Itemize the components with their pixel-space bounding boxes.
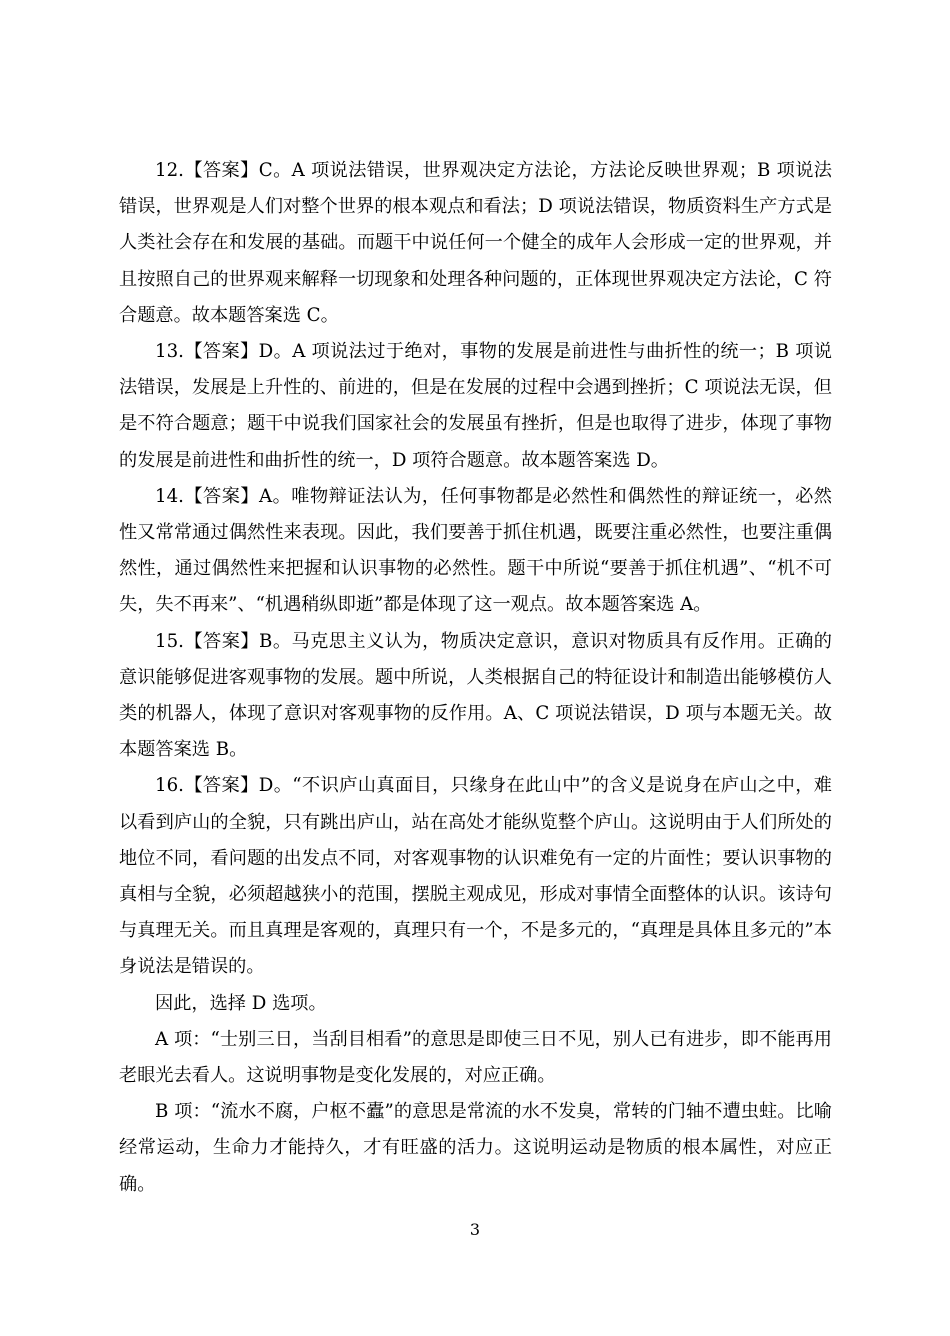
answer-14-paragraph: 14.【答案】A。唯物辩证法认为，任何事物都是必然性和偶然性的辩证统一，必然性又常常通过偶然性来表现。因此，我们要善于抓住机遇，既要注重必然性，也要注重偶然性，通过偶然性来把握和认识事物的必然性。题干中所说“要善于抓住机遇”、“机不可失，失不再来”、“机遇稍纵即逝”都是体现了这一观点。故本题答案选 A。 (119, 485, 832, 616)
page-number: 3 (469, 1220, 481, 1239)
option-b-analysis: B 项：“流水不腐，户枢不蠹”的意思是常流的水不发臭，常转的门轴不遭虫蛀。比喻经常运动，生命力才能持久，才有旺盛的活力。这说明运动是物质的根本属性，对应正确。 (119, 1101, 832, 1195)
answer-explanations (119, 153, 832, 1203)
answer-16-paragraph: 16.【答案】D。“不识庐山真面目，只缘身在此山中”的含义是说身在庐山之中，难以看到庐山的全貌，只有跳出庐山，站在高处才能纵览整个庐山。这说明由于人们所处的地位不同，看问题的出发点不同，对客观事物的认识难免有一定的片面性；要认识事物的真相与全貌，必须超越狭小的范围，摆脱主观成见，形成对事情全面整体的认识。该诗句与真理无关。而且真理是客观的，真理只有一个，不是多元的，“真理是具体且多元的”本身说法是错误的。 (119, 775, 832, 978)
answer-15-paragraph: 15.【答案】B。马克思主义认为，物质决定意识，意识对物质具有反作用。正确的意识能够促进客观事物的发展。题中所说，人类根据自己的特征设计和制造出能够模仿人类的机器人，体现了意识对客观事物的反作用。A、C 项说法错误，D 项与本题无关。故本题答案选 B。 (119, 630, 832, 761)
answer-13-paragraph: 13.【答案】D。A 项说法过于绝对，事物的发展是前进性与曲折性的统一；B 项说法错误，发展是上升性的、前进的，但是在发展的过程中会遇到挫折；C 项说法无误，但是不符合题意；题干中说我们国家社会的发展虽有挫折，但是也取得了进步，体现了事物的发展是前进性和曲折性的统一，D 项符合题意。故本题答案选 D。 (119, 341, 832, 471)
option-a-analysis: A 项：“士别三日，当刮目相看”的意思是即使三日不见，别人已有进步，即不能再用老眼光去看人。这说明事物是变化发展的，对应正确。 (119, 1028, 832, 1087)
answer-16-conclusion: 因此，选择 D 选项。 (155, 992, 327, 1014)
answer-12-paragraph: 12.【答案】C。A 项说法错误，世界观决定方法论，方法论反映世界观；B 项说法错误，世界观是人们对整个世界的根本观点和看法；D 项说法错误，物质资料生产方式是人类社会存在和发展的基础。而题干中说任何一个健全的成年人会形成一定的世界观，并且按照自己的世界观来解释一切现象和处理各种问题的，正体现世界观决定方法论，C 符合题意。故本题答案选 C。 (119, 160, 832, 326)
